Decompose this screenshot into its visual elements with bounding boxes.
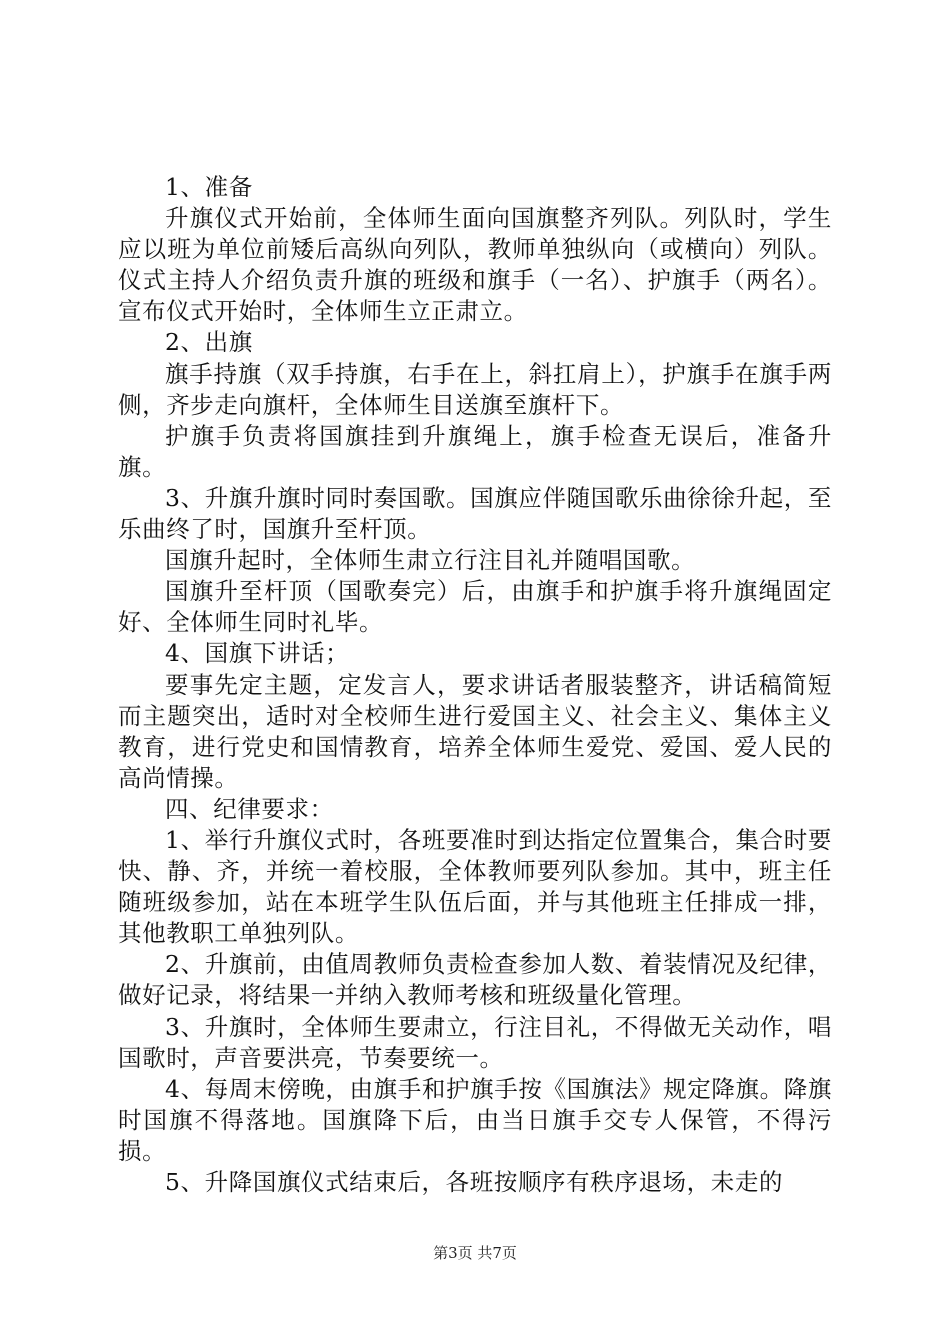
section-heading-speech: 4、国旗下讲话； bbox=[165, 639, 350, 668]
section-heading-flag-out: 2、出旗 bbox=[165, 328, 253, 357]
paragraph-flag-attach: 护旗手负责将国旗挂到升旗绳上，旗手检查无误后，准备升旗。 bbox=[118, 421, 832, 481]
paragraph-discipline-3: 3、升旗时，全体师生要肃立，行注目礼，不得做无关动作，唱国歌时，声音要洪亮，节奏要统一。 bbox=[118, 1012, 832, 1072]
paragraph-flag-out-text: 旗手持旗（双手持旗，右手在上，斜扛肩上），护旗手在旗手两侧，齐步走向旗杆，全体师生目送旗至旗杆下。 bbox=[118, 359, 832, 419]
paragraph-speech-text: 要事先定主题，定发言人，要求讲话者服装整齐，讲话稿简短而主题突出，适时对全校师生进行爱国主义、社会主义、集体主义教育，进行党史和国情教育，培养全体师生爱党、爱国、爱人民的高尚情操。 bbox=[118, 670, 832, 792]
paragraph-discipline-1: 1、举行升旗仪式时，各班要准时到达指定位置集合，集合时要快、静、齐，并统一着校服，全体教师要列队参加。其中，班主任随班级参加，站在本班学生队伍后面，并与其他班主任排成一排，其他教职工单独列队。 bbox=[118, 825, 832, 948]
paragraph-flag-top: 国旗升至杆顶（国歌奏完）后，由旗手和护旗手将升旗绳固定好、全体师生同时礼毕。 bbox=[118, 577, 832, 637]
paragraph-salute: 国旗升起时，全体师生肃立行注目礼并随唱国歌。 bbox=[165, 546, 696, 575]
paragraph-prepare-text: 升旗仪式开始前，全体师生面向国旗整齐列队。列队时，学生应以班为单位前矮后高纵向列队，教师单独纵向（或横向）列队。仪式主持人介绍负责升旗的班级和旗手（一名）、护旗手（两名）。宣布仪式开始时，全体师生立正肃立。 bbox=[118, 204, 832, 326]
document-body bbox=[118, 172, 832, 1198]
section-heading-discipline: 四、纪律要求： bbox=[165, 794, 334, 823]
page-number-footer: 第3页 共7页 bbox=[433, 1244, 517, 1262]
paragraph-discipline-4: 4、每周末傍晚，由旗手和护旗手按《国旗法》规定降旗。降旗时国旗不得落地。国旗降下后，由当日旗手交专人保管，不得污损。 bbox=[118, 1074, 832, 1165]
paragraph-raise-flag: 3、升旗升旗时同时奏国歌。国旗应伴随国歌乐曲徐徐升起，至乐曲终了时，国旗升至杆顶。 bbox=[118, 483, 832, 544]
paragraph-discipline-5: 5、升降国旗仪式结束后，各班按顺序有秩序退场，未走的 bbox=[165, 1168, 784, 1196]
section-heading-prepare: 1、准备 bbox=[165, 173, 253, 201]
paragraph-discipline-2: 2、升旗前，由值周教师负责检查参加人数、着装情况及纪律，做好记录，将结果一并纳入教师考核和班级量化管理。 bbox=[118, 950, 832, 1010]
